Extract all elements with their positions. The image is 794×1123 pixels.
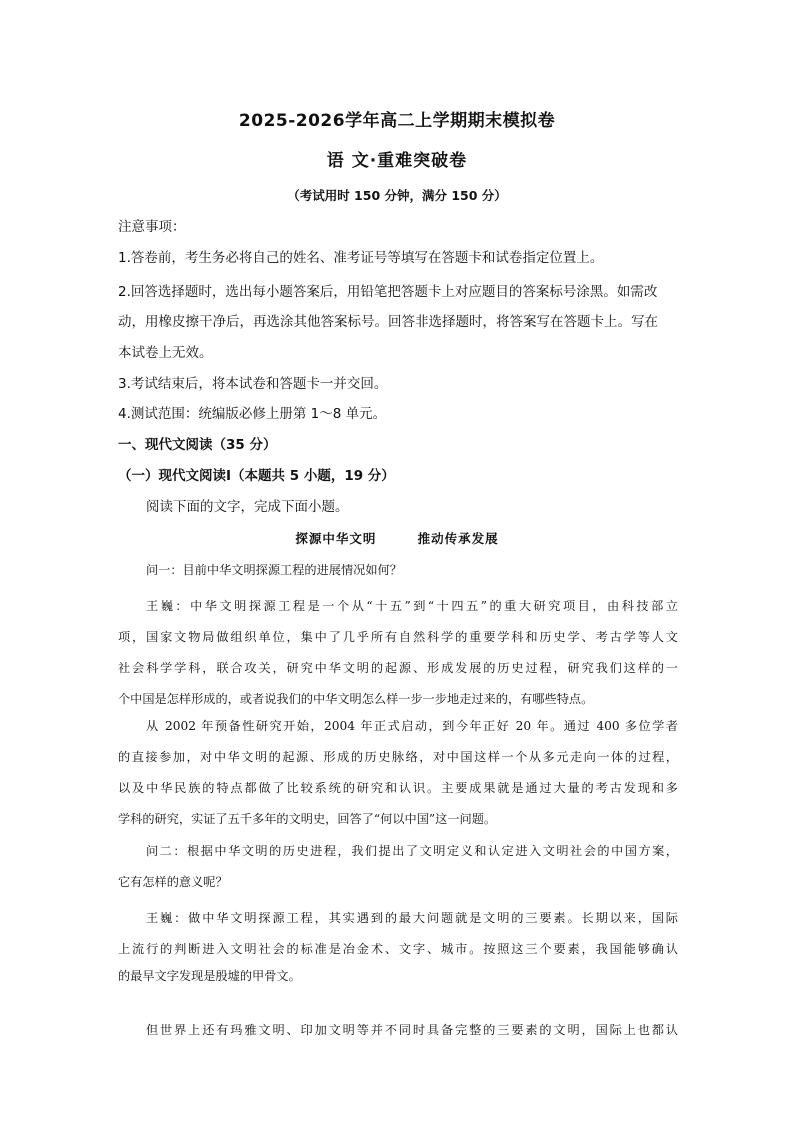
- article-line: 的直接参加，对中华文明的起源、形成的历史脉络，对中国这样一个从多元走向一体的过程，: [118, 750, 678, 764]
- exam-title: 2025-2026学年高二上学期期末模拟卷: [238, 111, 556, 131]
- note-line: 1.答卷前，考生务必将自己的姓名、准考证号等填写在答题卡和试卷指定位置上。: [118, 250, 604, 266]
- article-line: 王巍：中华文明探源工程是一个从“十五”到“十四五”的重大研究项目，由科技部立: [146, 599, 678, 613]
- article-line: 社会科学学科，联合攻关，研究中华文明的起源、形成发展的历史过程，研究我们这样的一: [118, 661, 678, 675]
- article-line: 它有怎样的意义呢？: [118, 875, 228, 889]
- article-line: 以及中华民族的特点都做了比较系统的研究和认识。主要成果就是通过大量的考古发现和多: [118, 781, 678, 795]
- note-line: 本试卷上无效。: [118, 345, 213, 361]
- note-line: 2.回答选择题时，选出每小题答案后，用铅笔把答题卡上对应题目的答案标号涂黑。如需改: [118, 284, 658, 300]
- article-line: 问一：目前中华文明探源工程的进展情况如何？: [146, 563, 402, 577]
- note-line: 4.测试范围：统编版必修上册第 1～8 单元。: [118, 406, 387, 422]
- note-line: 动，用橡皮擦干净后，再选涂其他答案标号。回答非选择题时，将答案写在答题卡上。写在: [118, 314, 658, 330]
- article-line: 的最早文字发现是殷墟的甲骨文。: [118, 969, 301, 983]
- section-sub-heading: （一）现代文阅读Ⅰ（本题共 5 小题，19 分）: [118, 468, 395, 484]
- note-line: 3.考试结束后，将本试卷和答题卡一并交回。: [118, 376, 388, 392]
- section-heading: 一、现代文阅读（35 分）: [118, 437, 277, 453]
- reading-instruction: 阅读下面的文字，完成下面小题。: [146, 499, 349, 515]
- article-line: 个中国是怎样形成的，或者说我们的中华文明怎么样一步一步地走过来的，有哪些特点。: [118, 692, 594, 706]
- exam-subject: 语 文·重难突破卷: [326, 151, 468, 171]
- article-line: 项，国家文物局做组织单位，集中了几乎所有自然科学的重要学科和历史学、考古学等人文: [118, 630, 678, 644]
- notes-heading: 注意事项：: [118, 219, 186, 235]
- article-line: 王巍：做中华文明探源工程，其实遇到的最大问题就是文明的三要素。长期以来，国际: [146, 911, 678, 925]
- article-line: 学科的研究，实证了五千多年的文明史，回答了“何以中国”这一问题。: [118, 812, 497, 826]
- article-line: 但世界上还有玛雅文明、印加文明等并不同时具备完整的三要素的文明，国际上也都认: [146, 1023, 678, 1037]
- exam-info: （考试用时 150 分钟，满分 150 分）: [287, 188, 507, 203]
- article-title: 探源中华文明 推动传承发展: [295, 531, 499, 546]
- article-line: 上流行的判断进入文明社会的标准是冶金术、文字、城市。按照这三个要素，我国能够确认: [118, 942, 678, 956]
- article-line: 问二：根据中华文明的历史进程，我们提出了文明定义和认定进入文明社会的中国方案，: [146, 844, 678, 858]
- article-line: 从 2002 年预备性研究开始，2004 年正式启动，到今年正好 20 年。通过 400 多位学者: [146, 719, 678, 733]
